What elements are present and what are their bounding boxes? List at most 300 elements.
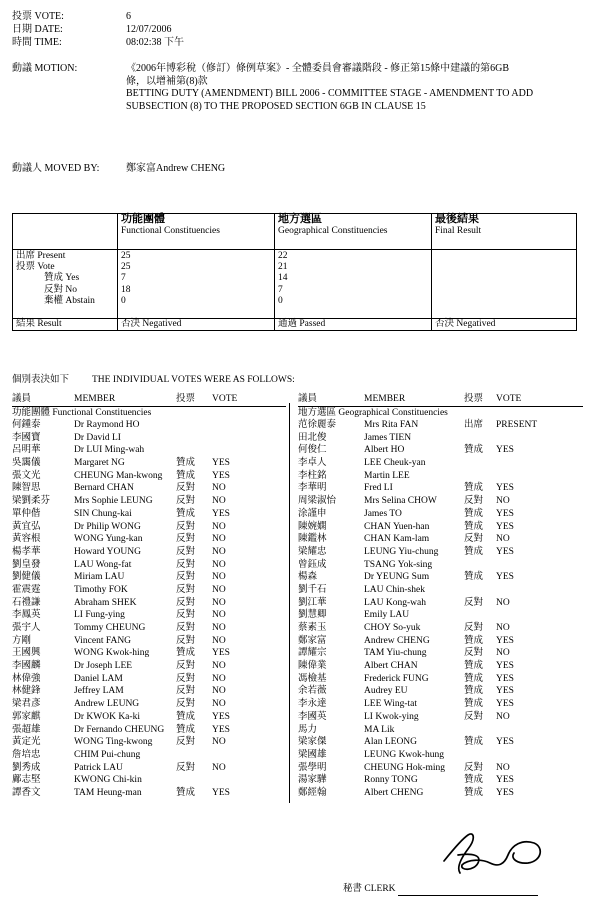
gc-h-vote-zh: 投票 xyxy=(464,394,484,404)
gc-member-row xyxy=(298,533,583,546)
member-name-en: Dr Philip WONG xyxy=(74,521,141,532)
member-name-zh: 劉秀成 xyxy=(12,762,41,773)
fc-member-row xyxy=(12,685,286,698)
member-name-en: Dr LUI Ming-wah xyxy=(74,445,145,456)
vote-zh: 贊成 xyxy=(176,711,196,722)
vote-en: NO xyxy=(212,597,226,608)
member-name-zh: 梁劉柔芬 xyxy=(12,496,51,507)
fc-member-row xyxy=(12,609,286,622)
member-name-zh: 劉江華 xyxy=(298,597,327,608)
member-name-en: KWONG Chi-kin xyxy=(74,775,142,786)
result-label: 結果 Result xyxy=(13,319,118,331)
vote-en: YES xyxy=(496,546,514,557)
vote-en: YES xyxy=(496,699,514,710)
vote-en: NO xyxy=(212,623,226,633)
gc-h-member-zh: 議員 xyxy=(298,394,318,404)
fc-member-row xyxy=(12,749,286,762)
vote-zh: 贊成 xyxy=(176,648,196,659)
gc-present: 22 xyxy=(278,251,288,261)
vote-en: YES xyxy=(496,508,514,519)
vote-en: YES xyxy=(496,673,514,684)
vote-en: NO xyxy=(212,483,226,494)
member-name-en: Dr Raymond HO xyxy=(74,420,140,430)
vote-en: NO xyxy=(212,699,226,710)
moved-by-label: 動議人 MOVED BY: xyxy=(12,163,100,174)
gc-member-row xyxy=(298,508,583,521)
vote-zh: 反對 xyxy=(176,635,196,646)
vote-zh: 反對 xyxy=(464,762,484,773)
gc-member-row xyxy=(298,635,583,648)
gc-member-row xyxy=(298,584,583,597)
fc-member-row xyxy=(12,736,286,749)
member-name-en: Patrick LAU xyxy=(74,762,123,773)
vote-en: NO xyxy=(212,559,226,570)
member-name-zh: 張文光 xyxy=(12,470,41,481)
vote-en: NO xyxy=(496,496,510,507)
gc-header-zh: 地方選區 xyxy=(278,213,322,225)
vote-en: YES xyxy=(496,635,514,646)
member-name-en: Albert CHAN xyxy=(364,661,418,672)
gc-member-row xyxy=(298,457,583,470)
vote-zh: 贊成 xyxy=(464,445,484,456)
member-name-en: Dr Fernando CHEUNG xyxy=(74,724,165,735)
vote-en: NO xyxy=(496,597,510,608)
member-name-en: CHAN Kam-lam xyxy=(364,534,430,545)
vote-zh: 贊成 xyxy=(464,673,484,684)
vote-count-label: 投票 Vote xyxy=(16,262,55,273)
fc-member-row xyxy=(12,774,286,787)
fc-member-row xyxy=(12,495,286,508)
member-name-en: MA Lik xyxy=(364,724,395,735)
member-name-en: CHEUNG Hok-ming xyxy=(364,762,446,773)
fc-vote-list xyxy=(12,395,286,800)
member-name-zh: 譚耀宗 xyxy=(298,648,327,659)
vote-en: YES xyxy=(212,648,230,659)
vote-zh: 反對 xyxy=(464,623,484,633)
results-corner-cell xyxy=(13,214,118,250)
member-name-zh: 田北俊 xyxy=(298,432,327,443)
gc-rows xyxy=(298,419,583,800)
fc-member-row xyxy=(12,635,286,648)
gc-member-row xyxy=(298,482,583,495)
member-name-zh: 劉慧卿 xyxy=(298,610,327,621)
member-name-zh: 楊森 xyxy=(298,572,318,583)
vote-zh: 贊成 xyxy=(464,546,484,557)
fc-header-en: Functional Constituencies xyxy=(121,226,220,236)
fc-member-row xyxy=(12,660,286,673)
member-name-en: Fred LI xyxy=(364,483,393,494)
vote-en: NO xyxy=(496,534,510,545)
vote-zh: 反對 xyxy=(176,546,196,557)
vote-en: NO xyxy=(496,762,510,773)
member-name-zh: 詹培忠 xyxy=(12,749,41,760)
vote-zh: 贊成 xyxy=(464,699,484,710)
member-name-en: Dr YEUNG Sum xyxy=(364,572,430,583)
vote-zh: 贊成 xyxy=(464,483,484,494)
vote-zh: 反對 xyxy=(176,597,196,608)
member-name-en: TSANG Yok-sing xyxy=(364,559,433,570)
time-label: 時間 TIME: xyxy=(12,37,62,48)
vote-zh: 反對 xyxy=(176,496,196,507)
fc-member-row xyxy=(12,444,286,457)
member-name-zh: 陳婉嫻 xyxy=(298,521,327,532)
member-name-en: Vincent FANG xyxy=(74,635,132,646)
vote-zh: 反對 xyxy=(176,673,196,684)
fc-member-row xyxy=(12,724,286,737)
vote-en: YES xyxy=(496,483,514,494)
member-name-en: LAU Kong-wah xyxy=(364,597,427,608)
vote-en: YES xyxy=(496,787,514,798)
member-name-zh: 梁君彥 xyxy=(12,699,41,710)
member-name-zh: 林健鋒 xyxy=(12,686,41,697)
member-name-zh: 劉健儀 xyxy=(12,572,41,583)
gc-member-row xyxy=(298,546,583,559)
member-name-zh: 陳智思 xyxy=(12,483,41,494)
vote-zh: 贊成 xyxy=(176,458,196,469)
vote-en: YES xyxy=(496,775,514,786)
gc-abstain: 0 xyxy=(278,295,283,306)
member-name-zh: 馮檢基 xyxy=(298,673,327,684)
fc-member-row xyxy=(12,787,286,800)
fc-member-row xyxy=(12,622,286,635)
gc-member-row xyxy=(298,419,583,432)
fc-present: 25 xyxy=(121,251,131,261)
gc-member-row xyxy=(298,609,583,622)
fc-member-row xyxy=(12,432,286,445)
final-column-header xyxy=(432,214,577,250)
vote-zh: 贊成 xyxy=(464,661,484,672)
member-name-en: Bernard CHAN xyxy=(74,483,134,494)
member-name-zh: 李國英 xyxy=(298,711,327,722)
gc-member-row xyxy=(298,444,583,457)
motion-text xyxy=(126,63,533,113)
fc-member-row xyxy=(12,457,286,470)
fc-abstain: 0 xyxy=(121,295,126,306)
vote-en: NO xyxy=(212,673,226,684)
member-name-en: Timothy FOK xyxy=(74,584,128,595)
member-name-zh: 曾鈺成 xyxy=(298,559,327,570)
gc-member-row xyxy=(298,622,583,635)
vote-zh: 贊成 xyxy=(464,787,484,798)
vote-zh: 贊成 xyxy=(464,521,484,532)
member-name-en: Ronny TONG xyxy=(364,775,418,786)
fc-result: 否決 Negatived xyxy=(118,319,275,331)
gc-list-header xyxy=(298,395,583,407)
gc-member-row xyxy=(298,495,583,508)
member-name-zh: 張學明 xyxy=(298,762,327,773)
member-name-en: CHIM Pui-chung xyxy=(74,749,141,760)
fc-member-row xyxy=(12,673,286,686)
vote-en: YES xyxy=(496,572,514,583)
member-name-en: SIN Chung-kai xyxy=(74,508,132,519)
vote-zh: 反對 xyxy=(176,686,196,697)
fc-member-row xyxy=(12,419,286,432)
member-name-en: Dr Joseph LEE xyxy=(74,661,133,672)
member-name-en: Mrs Rita FAN xyxy=(364,420,419,430)
member-name-zh: 李卓人 xyxy=(298,458,327,469)
gc-yes: 14 xyxy=(278,273,288,284)
member-name-zh: 黃宜弘 xyxy=(12,521,41,532)
gc-member-row xyxy=(298,521,583,534)
member-name-en: Dr David LI xyxy=(74,432,121,443)
gc-result: 通過 Passed xyxy=(275,319,432,331)
fc-member-row xyxy=(12,482,286,495)
fc-h-member-en: MEMBER xyxy=(74,394,116,404)
member-name-en: Albert HO xyxy=(364,445,405,456)
vote-en: NO xyxy=(212,521,226,532)
vote-en: YES xyxy=(212,458,230,469)
vote-en: YES xyxy=(212,470,230,481)
moved-by-value: 鄭家富Andrew CHENG xyxy=(126,163,226,174)
gc-member-row xyxy=(298,660,583,673)
final-header-zh: 最後結果 xyxy=(435,213,479,225)
vote-en: NO xyxy=(496,623,510,633)
vote-zh: 反對 xyxy=(176,521,196,532)
vote-zh: 反對 xyxy=(464,496,484,507)
motion-label: 動議 MOTION: xyxy=(12,63,78,74)
fc-counts xyxy=(118,250,275,319)
fc-column-header xyxy=(118,214,275,250)
motion-line-2: 條，以增補第(8)款 xyxy=(126,75,208,87)
member-name-en: WONG Yung-kan xyxy=(74,534,143,545)
member-name-en: Miriam LAU xyxy=(74,572,125,583)
vote-zh: 反對 xyxy=(176,483,196,494)
individual-title-en: THE INDIVIDUAL VOTES WERE AS FOLLOWS: xyxy=(92,375,295,385)
vote-zh: 反對 xyxy=(464,648,484,659)
member-name-en: LI Fung-ying xyxy=(74,610,125,621)
vote-en: YES xyxy=(496,521,514,532)
vote-en: YES xyxy=(496,686,514,697)
vote-en: NO xyxy=(212,635,226,646)
member-name-zh: 劉千石 xyxy=(298,584,327,595)
member-name-en: Dr KWOK Ka-ki xyxy=(74,711,140,722)
fc-member-row xyxy=(12,647,286,660)
fc-member-row xyxy=(12,521,286,534)
vote-en: NO xyxy=(496,711,510,722)
vote-en: NO xyxy=(212,686,226,697)
member-name-zh: 馬力 xyxy=(298,724,318,735)
vote-en: NO xyxy=(212,534,226,545)
member-name-en: Mrs Selina CHOW xyxy=(364,496,437,507)
member-name-en: Alan LEONG xyxy=(364,737,418,748)
gc-h-member-en: MEMBER xyxy=(364,394,406,404)
member-name-en: TAM Heung-man xyxy=(74,787,142,798)
vote-zh: 贊成 xyxy=(176,508,196,519)
gc-vote: 21 xyxy=(278,262,288,273)
fc-header-zh: 功能團體 xyxy=(121,213,165,225)
gc-member-row xyxy=(298,673,583,686)
fc-rows xyxy=(12,419,286,800)
present-label: 出席 Present xyxy=(16,251,66,261)
fc-member-row xyxy=(12,470,286,483)
member-name-zh: 李鳳英 xyxy=(12,610,41,621)
member-name-zh: 余若薇 xyxy=(298,686,327,697)
member-name-en: Daniel LAM xyxy=(74,673,123,684)
vote-zh: 贊成 xyxy=(464,572,484,583)
fc-member-row xyxy=(12,711,286,724)
motion-line-1: 《2006年博彩稅（修訂）條例草案》- 全體委員會審議階段 - 修正第15條中建議的第6GB xyxy=(126,63,510,74)
gc-member-row xyxy=(298,698,583,711)
vote-en: PRESENT xyxy=(496,420,538,430)
member-name-zh: 方剛 xyxy=(12,635,32,646)
fc-vote: 25 xyxy=(121,262,131,273)
fc-member-row xyxy=(12,533,286,546)
clerk-signature-line xyxy=(398,895,538,896)
vote-en: YES xyxy=(496,737,514,748)
vote-label: 投票 VOTE: xyxy=(12,11,64,22)
fc-yes: 7 xyxy=(121,273,126,284)
gc-member-row xyxy=(298,774,583,787)
gc-member-row xyxy=(298,470,583,483)
gc-member-row xyxy=(298,685,583,698)
gc-member-row xyxy=(298,597,583,610)
member-name-zh: 陳鑑林 xyxy=(298,534,327,545)
member-name-zh: 譚香文 xyxy=(12,787,41,798)
member-name-zh: 李國麟 xyxy=(12,661,41,672)
member-name-zh: 李國寶 xyxy=(12,432,41,443)
member-name-en: LI Kwok-ying xyxy=(364,711,419,722)
gc-member-row xyxy=(298,711,583,724)
member-name-en: CHEUNG Man-kwong xyxy=(74,470,163,481)
final-counts xyxy=(432,250,577,319)
fc-list-header xyxy=(12,395,286,407)
date-label: 日期 DATE: xyxy=(12,24,63,35)
member-name-zh: 郭家麒 xyxy=(12,711,41,722)
member-name-en: James TO xyxy=(364,508,402,519)
member-name-zh: 何鍾泰 xyxy=(12,420,41,430)
vote-en: YES xyxy=(212,724,230,735)
vote-zh: 反對 xyxy=(464,534,484,545)
vote-zh: 贊成 xyxy=(464,635,484,646)
member-name-en: Jeffrey LAM xyxy=(74,686,124,697)
vote-zh: 贊成 xyxy=(464,508,484,519)
column-divider xyxy=(289,403,290,803)
member-name-en: Albert CHENG xyxy=(364,787,424,798)
vote-en: NO xyxy=(212,546,226,557)
fc-member-row xyxy=(12,571,286,584)
vote-zh: 出席 xyxy=(464,420,484,430)
vote-en: YES xyxy=(212,787,230,798)
member-name-zh: 呂明華 xyxy=(12,445,41,456)
member-name-en: CHOY So-yuk xyxy=(364,623,421,633)
member-name-zh: 劉皇發 xyxy=(12,559,41,570)
member-name-zh: 李華明 xyxy=(298,483,327,494)
gc-member-row xyxy=(298,724,583,737)
motion-line-4: SUBSECTION (8) TO THE PROPOSED SECTION 6GB IN CLAUSE 15 xyxy=(126,100,426,112)
fc-member-row xyxy=(12,508,286,521)
gc-member-row xyxy=(298,736,583,749)
member-name-zh: 梁國雄 xyxy=(298,749,327,760)
member-name-zh: 張超雄 xyxy=(12,724,41,735)
fc-no: 18 xyxy=(121,284,131,295)
member-name-en: CHAN Yuen-han xyxy=(364,521,430,532)
vote-zh: 反對 xyxy=(176,584,196,595)
final-result: 否決 Negatived xyxy=(432,319,577,331)
member-name-en: Andrew CHENG xyxy=(364,635,430,646)
fc-member-row xyxy=(12,584,286,597)
gc-vote-list xyxy=(298,395,583,800)
gc-member-row xyxy=(298,571,583,584)
vote-zh: 贊成 xyxy=(176,470,196,481)
clerk-label: 秘書 CLERK xyxy=(343,884,396,894)
member-name-zh: 霍震霆 xyxy=(12,584,41,595)
member-name-en: Frederick FUNG xyxy=(364,673,429,684)
gc-member-row xyxy=(298,787,583,800)
member-name-en: Mrs Sophie LEUNG xyxy=(74,496,153,507)
vote-en: NO xyxy=(212,584,226,595)
vote-zh: 反對 xyxy=(176,534,196,545)
member-name-en: TAM Yiu-chung xyxy=(364,648,427,659)
member-name-en: Abraham SHEK xyxy=(74,597,137,608)
fc-member-row xyxy=(12,546,286,559)
member-name-en: Tommy CHEUNG xyxy=(74,623,146,633)
member-name-zh: 黃定光 xyxy=(12,737,41,748)
fc-member-row xyxy=(12,698,286,711)
vote-zh: 反對 xyxy=(176,762,196,773)
vote-zh: 贊成 xyxy=(464,737,484,748)
fc-h-vote-zh: 投票 xyxy=(176,394,196,404)
member-name-zh: 何俊仁 xyxy=(298,445,327,456)
fc-member-row xyxy=(12,597,286,610)
gc-member-row xyxy=(298,432,583,445)
vote-zh: 贊成 xyxy=(176,724,196,735)
fc-member-row xyxy=(12,762,286,775)
member-name-en: Audrey EU xyxy=(364,686,408,697)
member-name-zh: 單仲偕 xyxy=(12,508,41,519)
member-name-en: James TIEN xyxy=(364,432,412,443)
member-name-zh: 鄭經翰 xyxy=(298,787,327,798)
member-name-zh: 鄭家富 xyxy=(298,635,327,646)
member-name-en: LEE Cheuk-yan xyxy=(364,458,426,469)
member-name-en: Emily LAU xyxy=(364,610,410,621)
member-name-en: WONG Kwok-hing xyxy=(74,648,150,659)
gc-column-header xyxy=(275,214,432,250)
fc-h-vote-en: VOTE xyxy=(212,394,238,404)
gc-member-row xyxy=(298,647,583,660)
vote-zh: 反對 xyxy=(176,699,196,710)
results-table xyxy=(12,213,577,331)
no-label: 反對 No xyxy=(44,284,77,295)
member-name-zh: 石禮謙 xyxy=(12,597,41,608)
member-name-en: LAU Wong-fat xyxy=(74,559,132,570)
yes-label: 贊成 Yes xyxy=(44,273,80,284)
vote-en: NO xyxy=(212,610,226,621)
gc-h-vote-en: VOTE xyxy=(496,394,522,404)
motion-line-3: BETTING DUTY (AMENDMENT) BILL 2006 - COMMITTEE STAGE - AMENDMENT TO ADD xyxy=(126,88,534,99)
vote-zh: 反對 xyxy=(176,661,196,672)
gc-no: 7 xyxy=(278,284,283,295)
gc-member-row xyxy=(298,559,583,572)
member-name-en: Howard YOUNG xyxy=(74,546,141,557)
member-name-en: Andrew LEUNG xyxy=(74,699,140,710)
member-name-zh: 林偉強 xyxy=(12,673,41,684)
member-name-zh: 蔡素玉 xyxy=(298,623,327,633)
row-labels xyxy=(13,250,118,319)
member-name-en: LEUNG Yiu-chung xyxy=(364,546,439,557)
member-name-en: LEE Wing-tat xyxy=(364,699,417,710)
vote-en: NO xyxy=(212,572,226,583)
member-name-zh: 范徐麗泰 xyxy=(298,420,337,430)
member-name-en: Margaret NG xyxy=(74,458,125,469)
abstain-label: 棄權 Abstain xyxy=(44,295,95,306)
final-header-en: Final Result xyxy=(435,226,482,236)
vote-zh: 贊成 xyxy=(176,787,196,798)
vote-zh: 反對 xyxy=(176,737,196,748)
vote-en: NO xyxy=(212,661,226,672)
member-name-zh: 楊孝華 xyxy=(12,546,41,557)
vote-en: NO xyxy=(212,737,226,748)
vote-zh: 反對 xyxy=(176,610,196,621)
